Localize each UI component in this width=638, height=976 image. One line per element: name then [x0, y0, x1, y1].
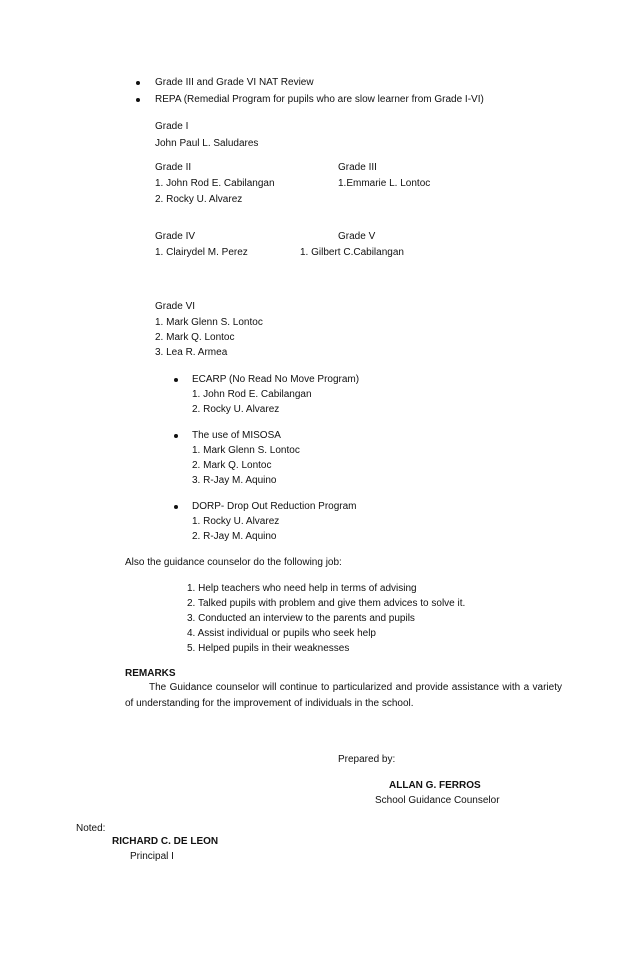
- grade-4-label: Grade IV: [155, 231, 196, 242]
- noted-title: Principal I: [130, 851, 174, 862]
- program-name: 3. R-Jay M. Aquino: [192, 475, 277, 486]
- guidance-job: 3. Conducted an interview to the parents and pupils: [187, 613, 415, 624]
- remarks-text: The Guidance counselor will continue to particularized and provide assistance with a variety of understanding for the improvement of individuals in the school.: [125, 682, 562, 709]
- remarks-heading: REMARKS: [125, 668, 176, 679]
- grade-6-name: 2. Mark Q. Lontoc: [155, 332, 235, 343]
- grade-6-label: Grade VI: [155, 301, 196, 312]
- guidance-job: 5. Helped pupils in their weaknesses: [187, 643, 350, 654]
- grade-3-name: 1.Emmarie L. Lontoc: [338, 178, 431, 189]
- grade-2-label: Grade II: [155, 162, 192, 173]
- guidance-job: 4. Assist individual or pupils who seek help: [187, 628, 376, 639]
- top-bullet-item: REPA (Remedial Program for pupils who are slow learner from Grade I-VI): [155, 94, 484, 105]
- prepared-title: School Guidance Counselor: [375, 795, 500, 806]
- bullet-icon: [136, 98, 140, 102]
- program-name: 2. R-Jay M. Aquino: [192, 531, 277, 542]
- program-name: 1. Rocky U. Alvarez: [192, 516, 280, 527]
- prepared-name: ALLAN G. FERROS: [389, 780, 481, 791]
- program-title: The use of MISOSA: [192, 430, 281, 441]
- grade-6-name: 1. Mark Glenn S. Lontoc: [155, 317, 263, 328]
- bullet-icon: [136, 81, 140, 85]
- prepared-label: Prepared by:: [338, 754, 396, 765]
- guidance-job: 1. Help teachers who need help in terms of advising: [187, 583, 417, 594]
- guidance-intro: Also the guidance counselor do the following job:: [125, 557, 342, 568]
- grade-1-label: Grade I: [155, 121, 189, 132]
- grade-4-name: 1. Clairydel M. Perez: [155, 247, 248, 258]
- program-name: 2. Mark Q. Lontoc: [192, 460, 272, 471]
- bullet-icon: [174, 505, 178, 509]
- noted-name: RICHARD C. DE LEON: [112, 836, 219, 847]
- grade-5-name: 1. Gilbert C.Cabilangan: [300, 247, 404, 258]
- guidance-job: 2. Talked pupils with problem and give them advices to solve it.: [187, 598, 466, 609]
- program-name: 1. Mark Glenn S. Lontoc: [192, 445, 300, 456]
- grade-2-name: 2. Rocky U. Alvarez: [155, 194, 243, 205]
- program-title: ECARP (No Read No Move Program): [192, 374, 360, 385]
- grade-6-name: 3. Lea R. Armea: [155, 347, 228, 358]
- grade-1-name: John Paul L. Saludares: [155, 138, 259, 149]
- program-name: 2. Rocky U. Alvarez: [192, 404, 280, 415]
- grade-2-name: 1. John Rod E. Cabilangan: [155, 178, 275, 189]
- bullet-icon: [174, 378, 178, 382]
- top-bullet-item: Grade III and Grade VI NAT Review: [155, 77, 314, 88]
- program-title: DORP- Drop Out Reduction Program: [192, 501, 357, 512]
- grade-3-label: Grade III: [338, 162, 377, 173]
- grade-5-label: Grade V: [338, 231, 376, 242]
- program-name: 1. John Rod E. Cabilangan: [192, 389, 312, 400]
- noted-label: Noted:: [76, 823, 106, 834]
- bullet-icon: [174, 434, 178, 438]
